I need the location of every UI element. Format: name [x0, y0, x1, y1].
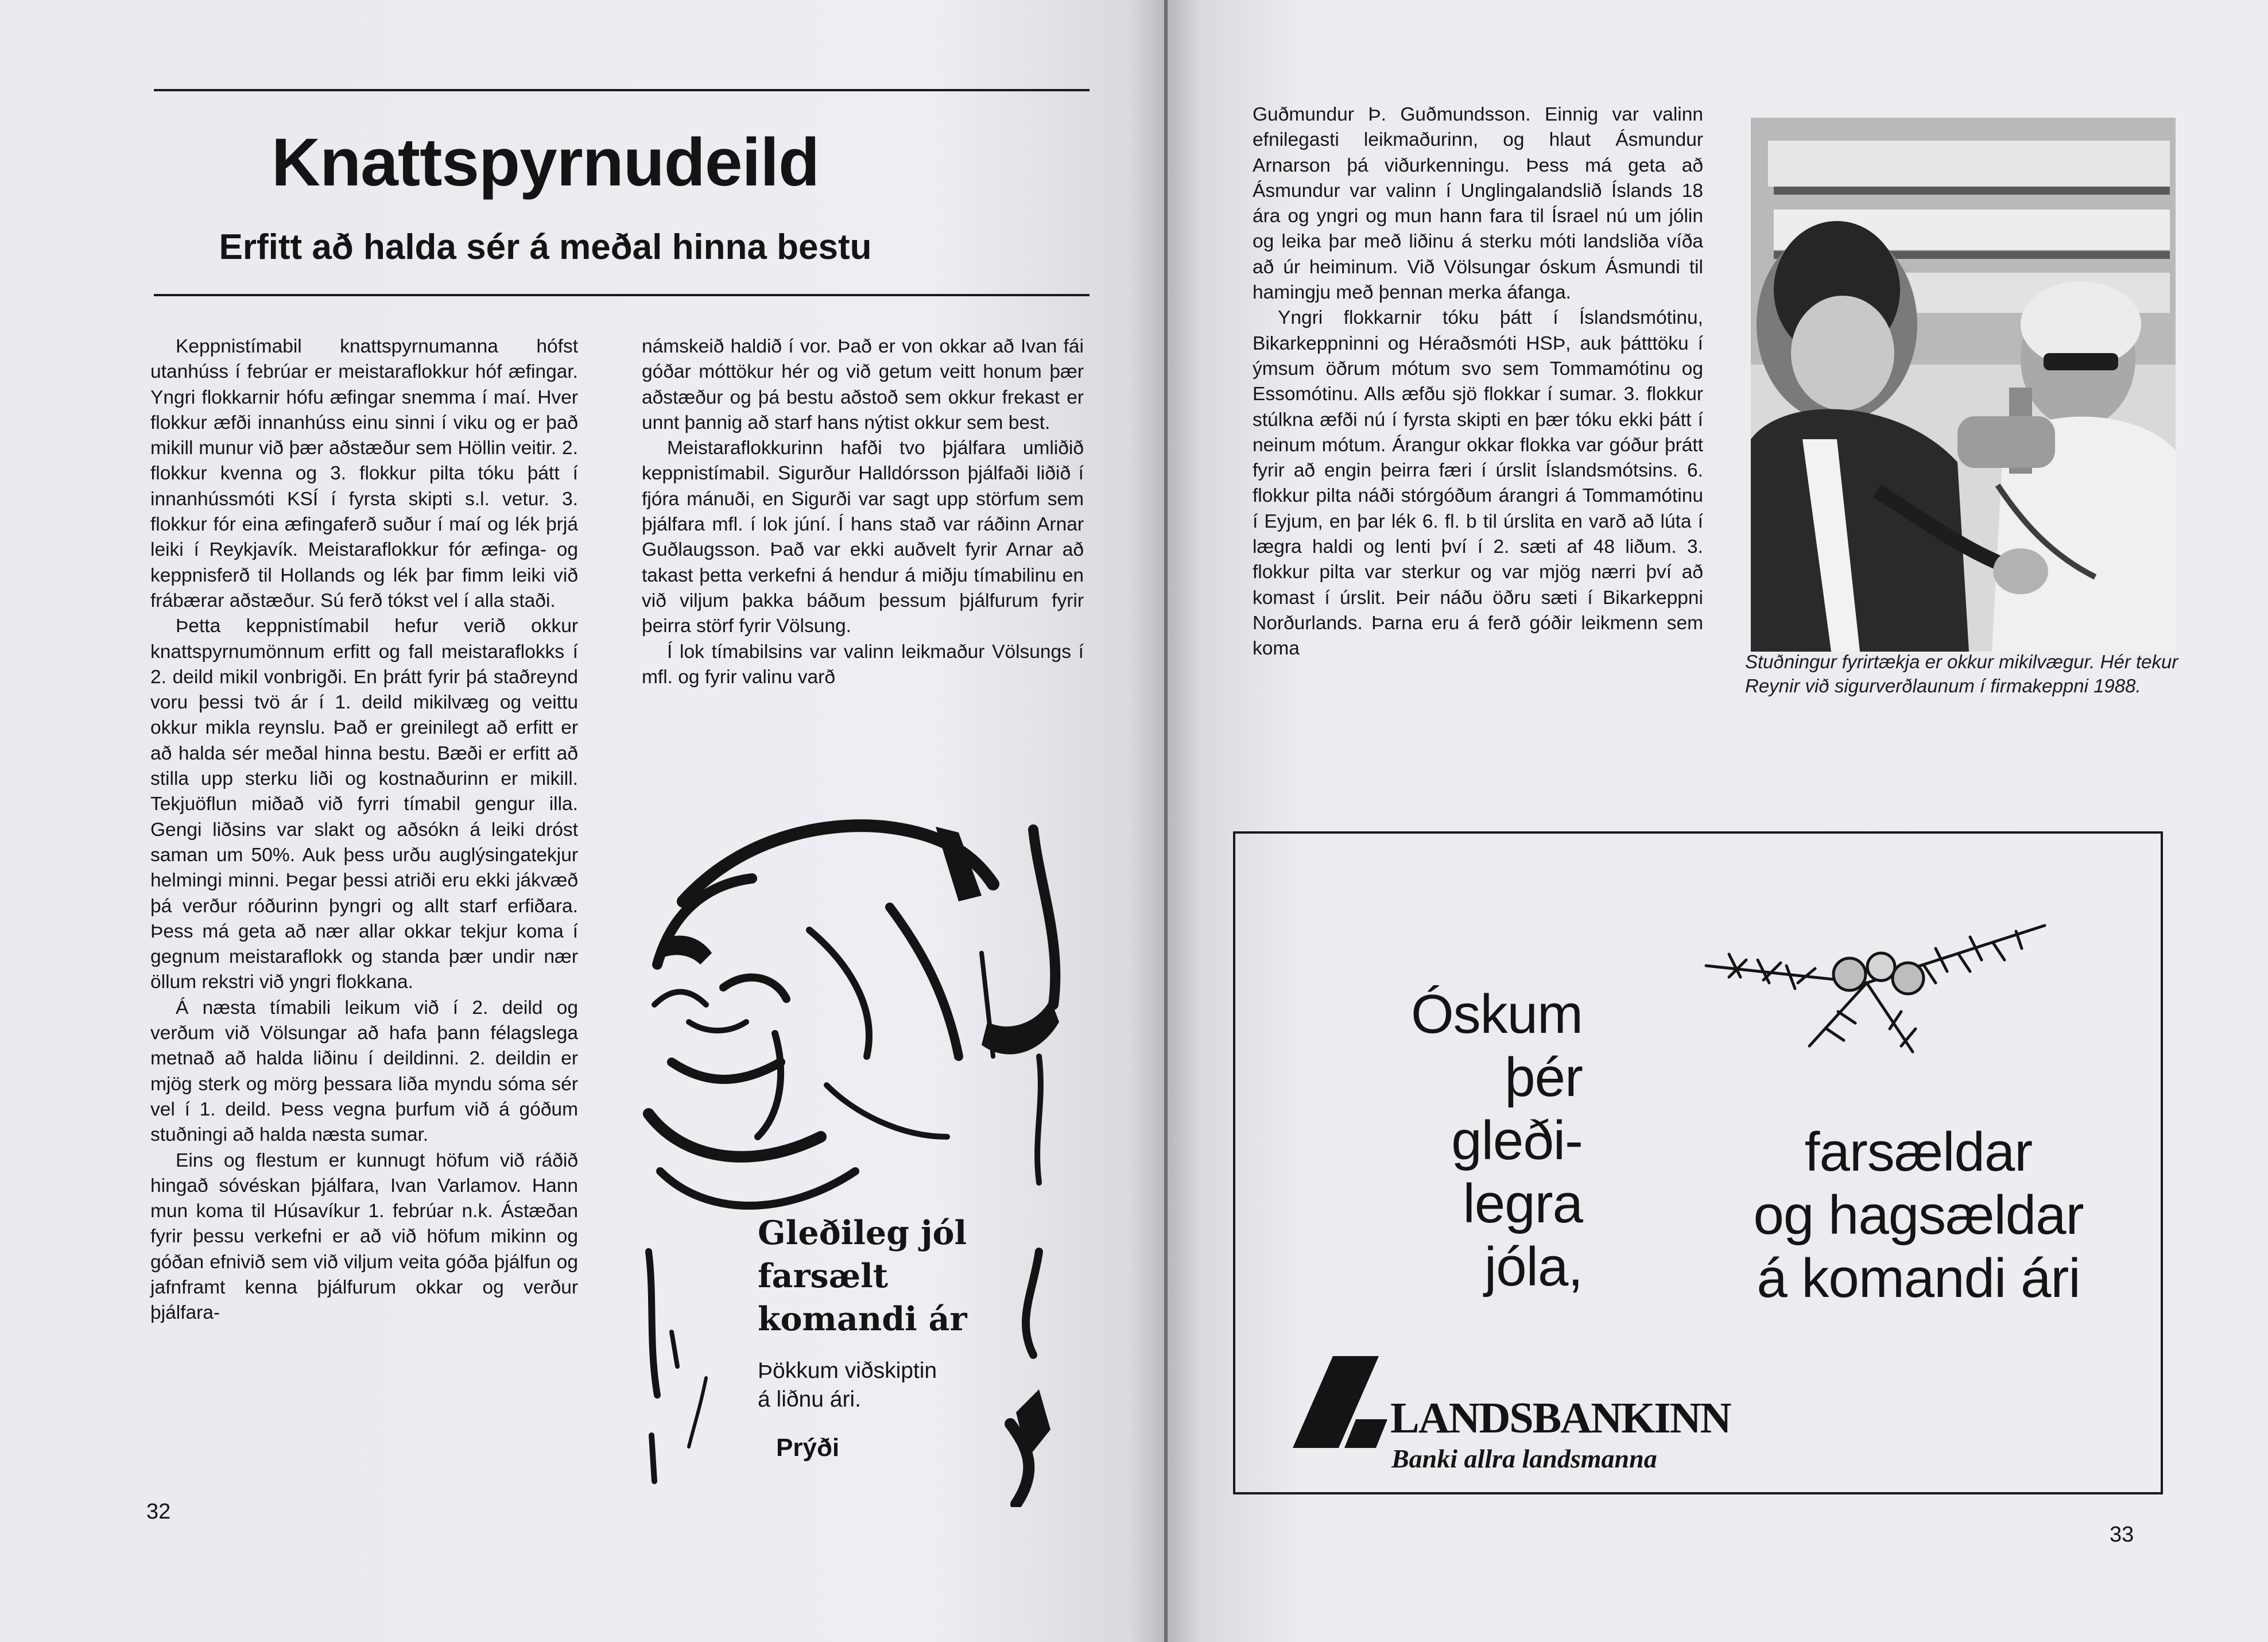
- article-column-2: [642, 334, 1084, 690]
- greeting-line: legra: [1463, 1173, 1583, 1234]
- greeting-line: farsælt: [758, 1257, 889, 1295]
- award-photo: [1751, 118, 2176, 652]
- greeting-line: gleði-: [1451, 1110, 1583, 1171]
- article-column-1: [150, 334, 578, 1326]
- article-subtitle: Erfitt að halda sér á meðal hinna bestu: [219, 227, 872, 267]
- header-bottom-rule: [154, 294, 1090, 296]
- paragraph: Í lok tímabilsins var valinn leikmaður Völsungs í mfl. og fyrir valinu varð: [642, 641, 1084, 688]
- greeting-line: og hagsældar: [1753, 1184, 2084, 1246]
- paragraph: Meistaraflokkurinn hafði tvo þjálfara umliðið keppnistímabil. Sigurður Halldórsson þjálfaði liðið í fjóra mánuði, en Sigurði var sagt upp störfum sem þjálfara mfl. í lok júní. Í hans stað var ráðinn Arnar Guðlaugsson. Það var ekki auðvelt fyrir Arnar að takast þetta verkefni á hendur á miðju tímabilinu en við viljum þakka báðum þessum þjálfurum fyrir þeirra störf fyrir Völsung.: [642, 437, 1084, 637]
- photo-caption: Stuðningur fyrirtækja er okkur mikilvægur. Hér tekur Reynir við sigurverðlaunum í firmakeppni 1988.: [1745, 651, 2178, 696]
- santa-ad-signature: Prýði: [776, 1434, 840, 1462]
- thanks-line: Þökkum viðskiptin: [758, 1358, 937, 1383]
- ad-greeting-right: [1712, 1121, 2125, 1310]
- greeting-line: komandi ár: [758, 1300, 967, 1338]
- greeting-line: jóla,: [1484, 1236, 1583, 1298]
- landsbankinn-logo-icon: [1293, 1356, 1390, 1454]
- greeting-line: á komandi ári: [1757, 1248, 2080, 1309]
- greeting-line: farsældar: [1804, 1121, 2033, 1183]
- page-number-right: 33: [2110, 1523, 2134, 1547]
- paragraph: Keppnistímabil knattspyrnumanna hófst utanhúss í febrúar er meistaraflokkur hóf æfingar. Yngri flokkarnir hófu æfingar snemma í maí. Hver flokkur æfði innanhúss einu sinni í viku og er það mikill munur við þær aðstæður sem Höllin veitir. 2. flokkur kvenna og 3. flokkur pilta tóku þátt í innanhússmóti KSÍ í fyrsta skipti s.l. vetur. 3. flokkur fór eina æfingaferð suður í maí og lék þrjá leiki í Reykjavík. Meistaraflokkur fór æfinga- og keppnisferð til Hollands og lék þar fimm leiki við frábærar aðstæður. Sú ferð tókst vel í alla staði.: [150, 336, 578, 611]
- article-title: Knattspyrnudeild: [271, 125, 820, 200]
- paragraph: Yngri flokkarnir tóku þátt í Íslandsmótinu, Bikarkeppninni og Héraðsmóti HSÞ, auk þátttöku í ýmsum öðrum mótum svo sem Tommamótinu og Essomótinu. Alls æfðu sjö flokkar í sumar. 3. flokkur stúlkna æfði nú í fyrsta skipti en þær tóku ekki þátt í neinum mótum. Árangur okkar flokka var góður þrátt fyrir að engin þeirra færi í úrslit Íslandsmótsins. 6. flokkur pilta náði stórgóðum árangri á Tommamótinu í Eyjum, en þar lék 6. fl. b til úrslita en varð að lúta í lægra haldi og lenti því í 2. sæti af 48 liðum. 3. flokkur pilta var sterkur og var mjög nærri því að komast í úrslit. Þeir náðu öðru sæti í Bikarkeppni Norðurlands. Þarna eru á ferð góðir leikmenn sem koma: [1253, 307, 1703, 660]
- bank-name: LANDSBANKINN: [1390, 1394, 1731, 1442]
- greeting-line: Óskum: [1410, 983, 1583, 1045]
- top-rule: [154, 89, 1090, 91]
- right-article-column: [1253, 102, 1703, 662]
- greeting-line: þér: [1505, 1047, 1583, 1108]
- christmas-ad-santa: [637, 815, 1073, 1507]
- paragraph: Guðmundur Þ. Guðmundsson. Einnig var valinn efnilegasti leikmaðurinn, og hlaut Ásmundur Arnarson þá viðurkenningu. Þess má geta að Ásmundur var valinn í Unglingalandslið Íslands 18 ára og yngri og mun hann fara til Ísrael nú um jólin og leika þar með liðinu á sterku móti landsliða víða að úr heiminum. Við Völsungar óskum Ásmundi til hamingju með þennan merka áfanga.: [1253, 104, 1703, 304]
- santa-ad-thanks: [758, 1357, 1033, 1414]
- paragraph: námskeið haldið í vor. Það er von okkar að Ivan fái góðar móttökur hér og við getum veitt honum þær aðstæður og þá bestu aðstoð sem okkur frekast er unnt þannig að starf hans nýtist okkur sem best.: [642, 336, 1084, 433]
- landsbankinn-ad: [1233, 831, 2163, 1494]
- ad-greeting-left: [1376, 983, 1583, 1299]
- paragraph: Á næsta tímabili leikum við í 2. deild og verðum við Völsungar að hafa þann félagslega metnað að halda liðinu í deildinni. 2. deildin er mjög sterk og mörg þessara liða myndu sóma sér vel í 1. deild. Þess vegna þurfum við á góðum stuðningi að halda næsta sumar.: [150, 997, 578, 1146]
- thanks-line: á liðnu ári.: [758, 1387, 861, 1412]
- santa-ad-text: [758, 1211, 1033, 1462]
- page-number-left: 32: [146, 1500, 171, 1524]
- bank-slogan: Banki allra landsmanna: [1391, 1444, 1657, 1473]
- pine-branch-icon: [1695, 914, 2062, 1086]
- paragraph: Þetta keppnistímabil hefur verið okkur knattspyrnumönnum erfitt og fall meistaraflokks í 2. deild mikil vonbrigði. En þrátt fyrir þá staðreynd voru þessi tvö ár í 1. deild mikilvæg og veittu okkur mikla reynslu. Það er greinilegt að erfitt er að halda sér meðal hinna bestu. Bæði er erfitt að stilla upp sterku liði og kostnaðurinn er mikill. Tekjuöflun miðað við fyrri tímabil gengur illa. Gengi liðsins var slakt og aðsókn á leiki dróst saman um 50%. Auk þess urðu auglýsingatekjur helmingi minni. Þegar þessi atriði eru ekki jákvæð þá verður róðurinn þyngri og allt starf erfiðara. Þess má geta að nær allar okkar tekjur koma í gegnum meistaraflokk og standa þær undir nær öllum rekstri við yngri flokkana.: [150, 615, 578, 993]
- greeting-line: Gleðileg jól: [758, 1214, 967, 1252]
- santa-ad-greeting: [758, 1211, 1033, 1341]
- paragraph: Eins og flestum er kunnugt höfum við ráðið hingað sóvéskan þjálfara, Ivan Varlamov. Hann mun koma til Húsavíkur 1. febrúar n.k. Ástæðan fyrir þessu verkefni er að við höfum mikinn og góðan efnivið sem við viljum veita góða þjálfun og jafnframt kenna þjálfurum okkar og verður þjálfara-: [150, 1149, 578, 1324]
